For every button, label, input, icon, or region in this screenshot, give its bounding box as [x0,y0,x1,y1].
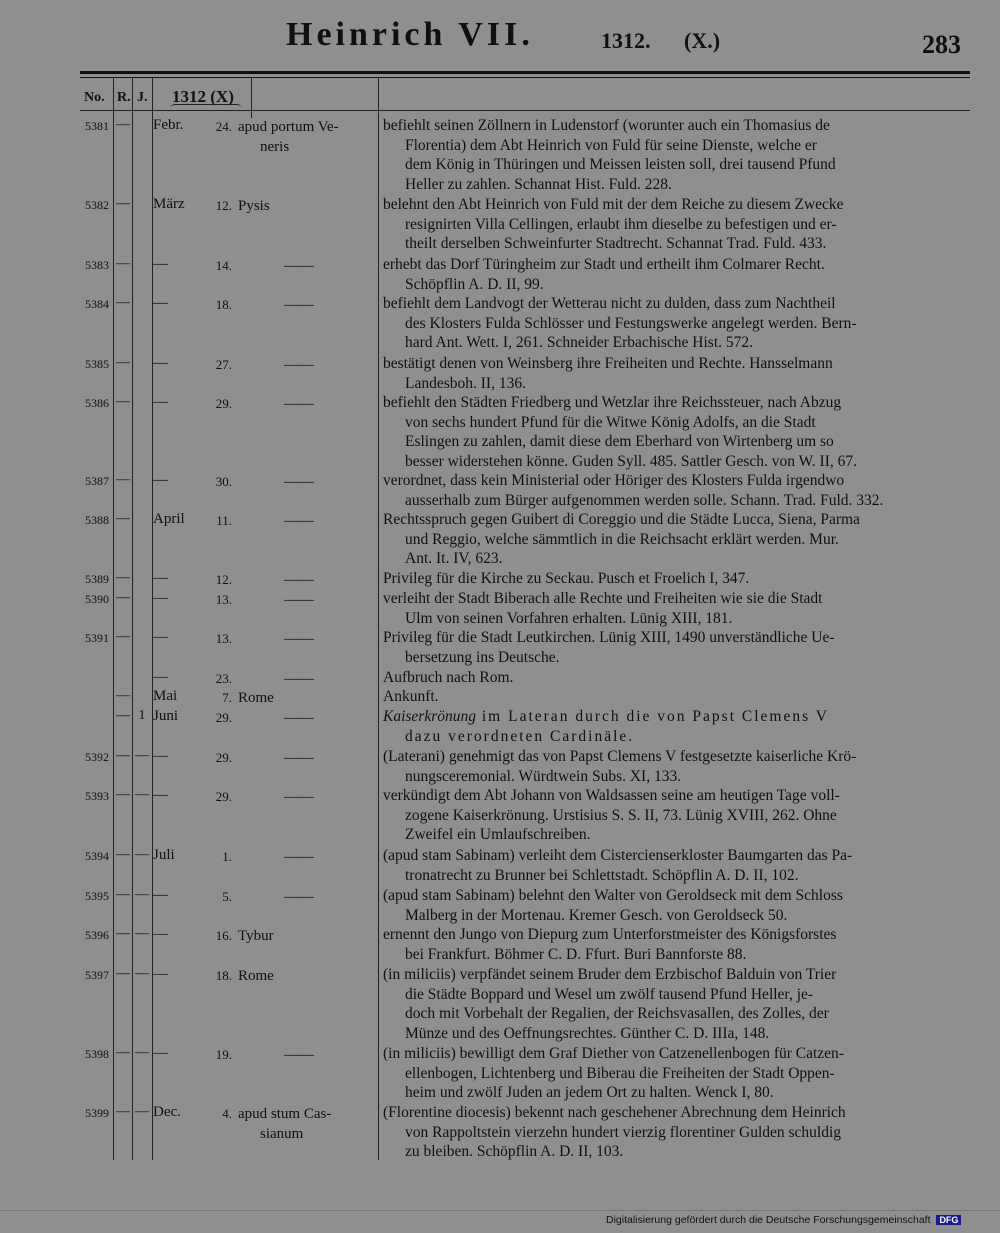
entry-day: 11. [216,513,232,528]
entry-text-line: dem König in Thüringen und Meissen leisten soll, drei tausend Pfund [405,156,836,174]
entry-text [383,886,959,925]
entry-r-mark: — [116,196,130,211]
entry-number: 5394 [85,849,109,863]
entry-r-mark: — [116,355,130,370]
entry-text-line: befiehlt seinen Zöllnern in Ludenstorf (worunter auch ein Thomasius de [383,117,830,134]
entry-month: — [153,887,168,903]
entry-text [383,846,959,885]
column-header-j: J. [137,90,148,105]
entry-r-mark: — [116,847,130,862]
entry-day: 12. [215,198,232,213]
entry-text-line: von Rappoltstein vierzehn hundert vierzig florentiner Gulden schuldig [405,1123,842,1141]
entry-place [238,355,378,375]
entry-day: 7. [222,690,232,705]
entry-day: 13. [215,631,232,646]
entry-day: 27. [215,357,232,372]
entry-text-line: Eslingen zu zahlen, damit diese dem Eberhard von Wirtenberg um so [405,433,834,451]
entry-day: 24. [215,119,232,134]
column-header-rule [80,110,970,111]
entry-text-line: (in miliciis) verpfändet seinem Bruder dem Erzbischof Balduin von Trier [383,966,837,983]
entry-text-line: befiehlt den Städten Friedberg und Wetzlar ihre Reichssteuer, nach Abzug [383,394,842,411]
header-indiction: (X.) [684,28,721,53]
entry-text [383,707,959,746]
entry-text-line: doch mit Vorbehalt der Regalien, der Reichsvasallen, des Zolles, der [405,1005,829,1023]
entry-day: 16. [215,928,232,943]
header-rule-thin [80,77,970,78]
entry-place [238,472,378,492]
entry-text-line: verkündigt dem Abt Johann von Waldsassen seine am heutigen Tage voll- [383,787,840,804]
entry-number: 5386 [85,396,109,410]
entry-text-line: (in miliciis) bewilligt dem Graf Diether von Catzenellenbogen für Catzen- [383,1045,844,1062]
entry-text-line: Florentia) dem Abt Heinrich von Fuld für seine Dienste, welche er [405,136,817,154]
entry-place [238,196,378,216]
entry-text-line: Schöpflin A. D. II, 99. [405,275,544,293]
entry-month: — [153,629,168,645]
entry-r-mark: — [116,256,130,271]
entry-text-line: befiehlt dem Landvogt der Wetterau nicht zu dulden, dass zum Nachtheil [383,295,836,312]
entry-number: 5399 [85,1106,109,1120]
entry-month: — [153,926,168,942]
entry-text [383,294,959,353]
entry-text-line: Privileg für die Kirche zu Seckau. Pusch et Froelich I, 347. [383,570,750,587]
entry-place [238,295,378,315]
entry-text [383,255,959,294]
entry-text-line: (apud stam Sabinam) belehnt den Walter von Geroldseck mit dem Schloss [383,887,843,904]
entry-j-mark: — [135,1045,149,1060]
entry-text-line: Münze und des Oeffnungsrechtes. Günther C. D. IIIa, 148. [405,1024,770,1042]
entry-place-line: —— [284,1047,314,1063]
entry-text [383,393,959,471]
entry-text-line: ernennt den Jungo von Diepurg zum Unterforstmeister des Königsforstes [383,926,837,943]
entry-place [238,887,378,907]
entry-month: — [153,472,168,488]
entry-text-line: heim und zwölf Juden an jedem Ort zu halten. Wenck I, 80. [405,1084,774,1102]
entry-place-line: —— [284,592,314,608]
entry-text-line: resignirten Villa Cellingen, erlaubt ihm dieselbe zu befestigen und er- [405,215,837,233]
entry-number: 5393 [85,789,109,803]
entry-number: 5392 [85,750,109,764]
entry-text-line: theilt derselben Schweinfurter Stadtrecht. Schannat Trad. Fuld. 433. [405,235,827,253]
entry-text [383,786,959,845]
entry-place-line: —— [284,889,314,905]
entry-r-mark: — [116,570,130,585]
entry-number: 5383 [85,258,109,272]
entry-place-line: —— [284,396,314,412]
entry-r-mark: — [116,394,130,409]
header-year: 1312. [601,28,651,53]
column-header-r: R. [117,90,131,105]
year-brace [170,104,242,109]
entry-text-line: Aufbruch nach Rom. [383,669,514,686]
entry-text-line: bersetzung ins Deutsche. [405,648,560,666]
entry-place-line: —— [284,513,314,529]
entry-place [238,748,378,768]
entry-text-line: verleiht der Stadt Biberach alle Rechte und Freiheiten wie sie die Stadt [383,590,823,607]
entry-place-line: Pysis [238,198,270,214]
entry-month: — [153,966,168,982]
entry-text [383,687,959,707]
entry-place-line: Tybur [238,928,274,944]
entry-month: — [153,590,168,606]
entry-month: — [153,1045,168,1061]
page-title: Heinrich VII. [286,16,534,53]
entry-number: 5391 [85,631,109,645]
entry-text [383,354,959,393]
entry-number: 5398 [85,1047,109,1061]
entry-month: April [153,511,185,527]
entry-month: Juli [153,847,175,863]
entry-text-line: hard Ant. Wett. I, 261. Schneider Erbachische Hist. 572. [405,334,754,352]
entry-text [383,628,959,667]
entry-text [383,195,959,254]
entry-r-mark: — [116,966,130,981]
entry-place [238,688,378,708]
entry-month: Dec. [153,1104,181,1120]
entry-month: — [153,748,168,764]
entry-text-line: des Klosters Fulda Schlösser und Festungswerke angelegt werden. Bern- [405,314,857,332]
column-divider [378,78,379,1160]
entry-r-mark: — [116,708,130,723]
entry-r-mark: — [116,511,130,526]
entry-text-line: (apud stam Sabinam) verleiht dem Cistercienserkloster Baumgarten das Pa- [383,847,853,864]
entry-month: — [153,295,168,311]
footer [606,1214,961,1226]
entry-day: 29. [215,789,232,804]
entry-r-mark: — [116,688,130,703]
entry-day: 18. [215,968,232,983]
entry-text [383,510,959,569]
column-divider [113,78,114,1160]
entry-r-mark: — [116,295,130,310]
entry-number: 5397 [85,968,109,982]
entry-number: 5381 [85,119,109,133]
entry-text-line: bei Frankfurt. Böhmer C. D. Ffurt. Buri Bannforste 88. [405,945,747,963]
entry-place [238,1104,378,1144]
entry-place-line: —— [284,474,314,490]
entry-text [383,668,959,688]
entry-j-mark: — [135,966,149,981]
entry-place [238,966,378,986]
entry-place-line: apud stum Cas- [238,1106,332,1122]
entry-text [383,569,959,589]
entry-j-mark: — [135,1104,149,1119]
entry-j-mark: — [135,926,149,941]
entry-place [238,787,378,807]
entry-day: 19. [215,1047,232,1062]
entry-place [238,511,378,531]
entry-number: 5396 [85,928,109,942]
column-divider [152,78,153,1160]
entry-text-line: zogene Kaiserkrönung. Urstisius S. S. II, 73. Lünig XVIII, 262. Ohne [405,806,837,824]
dfg-logo: DFG [936,1215,961,1225]
entry-place-line: sianum [260,1126,304,1142]
entry-j-mark: — [135,787,149,802]
footer-text: Digitalisierung gefördert durch die Deutsche Forschungsgemeinschaft [606,1214,931,1226]
entry-text-line: erhebt das Dorf Türingheim zur Stadt und ertheilt ihm Colmarer Recht. [383,256,825,273]
entry-number: 5395 [85,889,109,903]
entry-place-line: —— [284,357,314,373]
entry-place-line: —— [284,750,314,766]
entry-j-mark: — [135,887,149,902]
entry-text-line: Malberg in der Mortenau. Kremer Gesch. von Geroldseck 50. [405,906,788,924]
entry-place [238,394,378,414]
coronation-word: Kaiserkrönung [383,708,476,725]
entry-r-mark: — [116,1104,130,1119]
entry-j-mark: — [135,847,149,862]
entry-place-line: —— [284,849,314,865]
entry-text-line: Rechtsspruch gegen Guibert di Coreggio und die Städte Lucca, Siena, Parma [383,511,860,528]
entry-text-line: und Reggio, welche sämmtlich in die Reichsacht erklärt werden. Mur. [405,530,839,548]
entry-month: — [153,394,168,410]
entry-text-line: besser widerstehen könne. Guden Syll. 485. Sattler Gesch. von W. II, 67. [405,452,858,470]
entry-text [383,589,959,628]
entry-place-line: apud portum Ve- [238,119,339,135]
entry-place-line: —— [284,631,314,647]
entry-day: 4. [222,1106,232,1121]
entry-r-mark: — [116,472,130,487]
entry-place-line: —— [284,710,314,726]
entry-text-line: nungsceremonial. Würdtwein Subs. XI, 133. [405,767,682,785]
entry-r-mark: — [116,590,130,605]
entry-day: 29. [215,710,232,725]
entry-text-line: ellenbogen, Lichtenberg und Biberau die Freiheiten der Stadt Oppen- [405,1064,835,1082]
entry-text-line: Privileg für die Stadt Leutkirchen. Lünig XIII, 1490 unverständliche Ue- [383,629,835,646]
entry-text-line: zu bleiben. Schöpflin A. D. II, 103. [405,1143,624,1161]
entry-text [383,747,959,786]
entry-number: 5387 [85,474,109,488]
entry-text-line: dazu verordneten Cardinäle. [405,727,635,745]
entry-text-line: ausserhalb zum Bürger aufgenommen werden solle. Schann. Trad. Fuld. 332. [405,491,884,509]
entry-number: 5388 [85,513,109,527]
entry-text-line: verordnet, dass kein Ministerial oder Höriger des Klosters Fulda irgendwo [383,472,845,489]
entry-text-line: Ulm von seinen Vorfahren erhalten. Lünig XIII, 181. [405,609,733,627]
entry-place [238,570,378,590]
entry-month: — [153,570,168,586]
footer-rule [0,1210,1000,1211]
entry-place [238,256,378,276]
entry-text-line: Heller zu zahlen. Schannat Hist. Fuld. 228. [405,175,672,193]
entry-month: Mai [153,688,178,704]
entry-place [238,590,378,610]
entry-text [383,116,959,194]
entry-place [238,669,378,689]
entry-month: — [153,787,168,803]
entry-r-mark: — [116,926,130,941]
entry-place [238,847,378,867]
entry-month: — [153,669,168,685]
entry-day: 12. [215,572,232,587]
entry-r-mark: — [116,117,130,132]
entry-number: 5390 [85,592,109,606]
entry-month: — [153,256,168,272]
entry-place [238,926,378,946]
entry-text-line: Ant. It. IV, 623. [405,550,503,568]
entry-day: 13. [215,592,232,607]
entry-text-line: die Städte Boppard und Wesel um zwölf tausend Pfund Heller, je- [405,985,814,1003]
entry-month: Febr. [153,117,184,133]
entry-place [238,117,378,157]
entry-number: 5382 [85,198,109,212]
header-rule-thick [80,71,970,74]
column-divider [132,78,133,1160]
entry-text-line: (Laterani) genehmigt das von Papst Clemens V festgesetzte kaiserliche Krö- [383,748,857,765]
entry-place [238,629,378,649]
column-divider [251,78,252,118]
entry-text [383,965,959,1043]
entry-r-mark: — [116,1045,130,1060]
entry-place [238,1045,378,1065]
entry-text-line: belehnt den Abt Heinrich von Fuld mit der dem Reiche zu diesem Zwecke [383,196,844,213]
entry-day: 23. [215,671,232,686]
entry-place-line: Rome [238,968,274,984]
entry-text-line: Ankunft. [383,688,439,705]
entry-text-line: Landesboh. II, 136. [405,374,526,392]
entry-day: 1. [222,849,232,864]
entry-number: 5385 [85,357,109,371]
entry-day: 29. [215,396,232,411]
entry-place-line: —— [284,258,314,274]
entry-day: 5. [222,889,232,904]
entry-text-line: (Florentine diocesis) bekennt nach geschehener Abrechnung dem Heinrich [383,1104,846,1121]
entry-place-line: —— [284,671,314,687]
entry-number: 5384 [85,297,109,311]
entry-r-mark: — [116,629,130,644]
entry-text-line: Kaiserkrönung im Lateran durch die von Papst Clemens V [383,708,829,725]
entry-j-mark: 1 [138,708,146,723]
column-header-no: No. [84,90,105,105]
entry-day: 14. [215,258,232,273]
column-header-year: 1312 (X) [172,87,234,106]
entry-month: Juni [153,708,179,724]
entry-text [383,1044,959,1103]
entry-text-line: bestätigt denen von Weinsberg ihre Freiheiten und Rechte. Hansselmann [383,355,833,372]
page-number: 283 [922,30,961,59]
entry-j-mark: — [135,748,149,763]
entry-text-line: von sechs hundert Pfund für die Witwe König Adolfs, an die Stadt [405,413,816,431]
entry-day: 18. [215,297,232,312]
entry-place-line: —— [284,297,314,313]
entry-month: März [153,196,185,212]
entry-r-mark: — [116,887,130,902]
entry-place [238,708,378,728]
entry-place-line: Rome [238,690,274,706]
entry-text-line: Zweifel ein Umlaufschreiben. [405,826,591,844]
entry-place-line: —— [284,572,314,588]
entry-r-mark: — [116,748,130,763]
entry-text [383,471,959,510]
entry-day: 30. [215,474,232,489]
entry-number: 5389 [85,572,109,586]
entry-text-line: tronatrecht zu Brunner bei Schlettstadt. Schöpflin A. D. II, 102. [405,866,799,884]
entry-place-line: neris [260,139,290,155]
entry-place-line: —— [284,789,314,805]
entry-r-mark: — [116,787,130,802]
entry-month: — [153,355,168,371]
entry-text [383,925,959,964]
entry-text [383,1103,959,1162]
entry-day: 29. [215,750,232,765]
